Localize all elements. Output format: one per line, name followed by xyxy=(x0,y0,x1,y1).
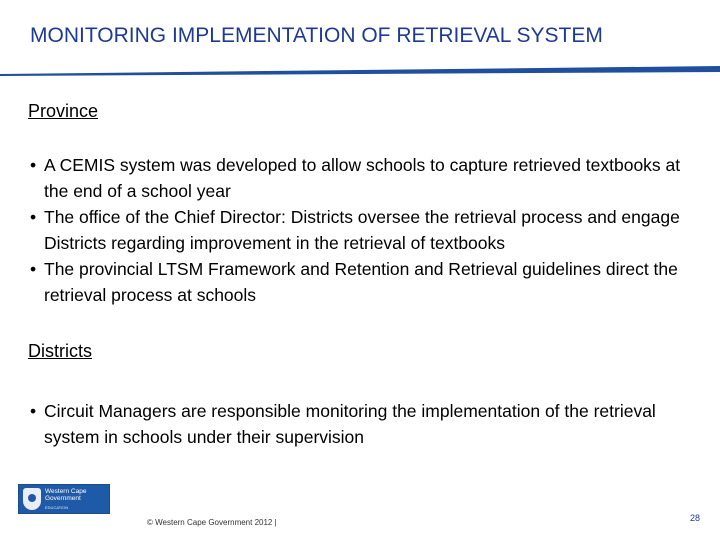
logo-wordmark xyxy=(45,488,86,511)
title-underline-rule xyxy=(0,64,720,78)
bullet-text: The office of the Chief Director: Districts oversee the retrieval process and engage Districts regarding improvement in the retrieval of textbooks xyxy=(44,207,680,253)
districts-bullet-list xyxy=(28,398,698,450)
western-cape-government-logo xyxy=(18,484,110,514)
bullet-text: A CEMIS system was developed to allow schools to capture retrieved textbooks at the end of a school year xyxy=(44,155,681,201)
logo-line-1: Western Cape xyxy=(45,487,87,495)
crest-icon xyxy=(23,488,41,510)
page-number: 28 xyxy=(690,513,701,523)
bullet-text: The provincial LTSM Framework and Retention and Retrieval guidelines direct the retrieval process at schools xyxy=(44,259,678,305)
list-item xyxy=(28,152,698,204)
slide-title: MONITORING IMPLEMENTATION OF RETRIEVAL SYSTEM xyxy=(30,24,603,47)
list-item xyxy=(28,204,698,256)
bullet-icon: • xyxy=(30,155,37,175)
bullet-icon: • xyxy=(30,259,37,279)
logo-line-2: Government xyxy=(45,494,81,502)
section-heading-province: Province xyxy=(28,101,99,121)
footer-copyright: © Western Cape Government 2012 | xyxy=(147,518,277,527)
logo-line-3: EDUCATION xyxy=(45,504,69,510)
bullet-text: Circuit Managers are responsible monitoring the implementation of the retrieval system in schools under their supervision xyxy=(44,401,656,447)
bullet-icon: • xyxy=(30,401,37,421)
province-bullet-list xyxy=(28,152,698,308)
section-heading-districts: Districts xyxy=(28,341,92,361)
list-item xyxy=(28,256,698,308)
list-item xyxy=(28,398,698,450)
bullet-icon: • xyxy=(30,207,37,227)
